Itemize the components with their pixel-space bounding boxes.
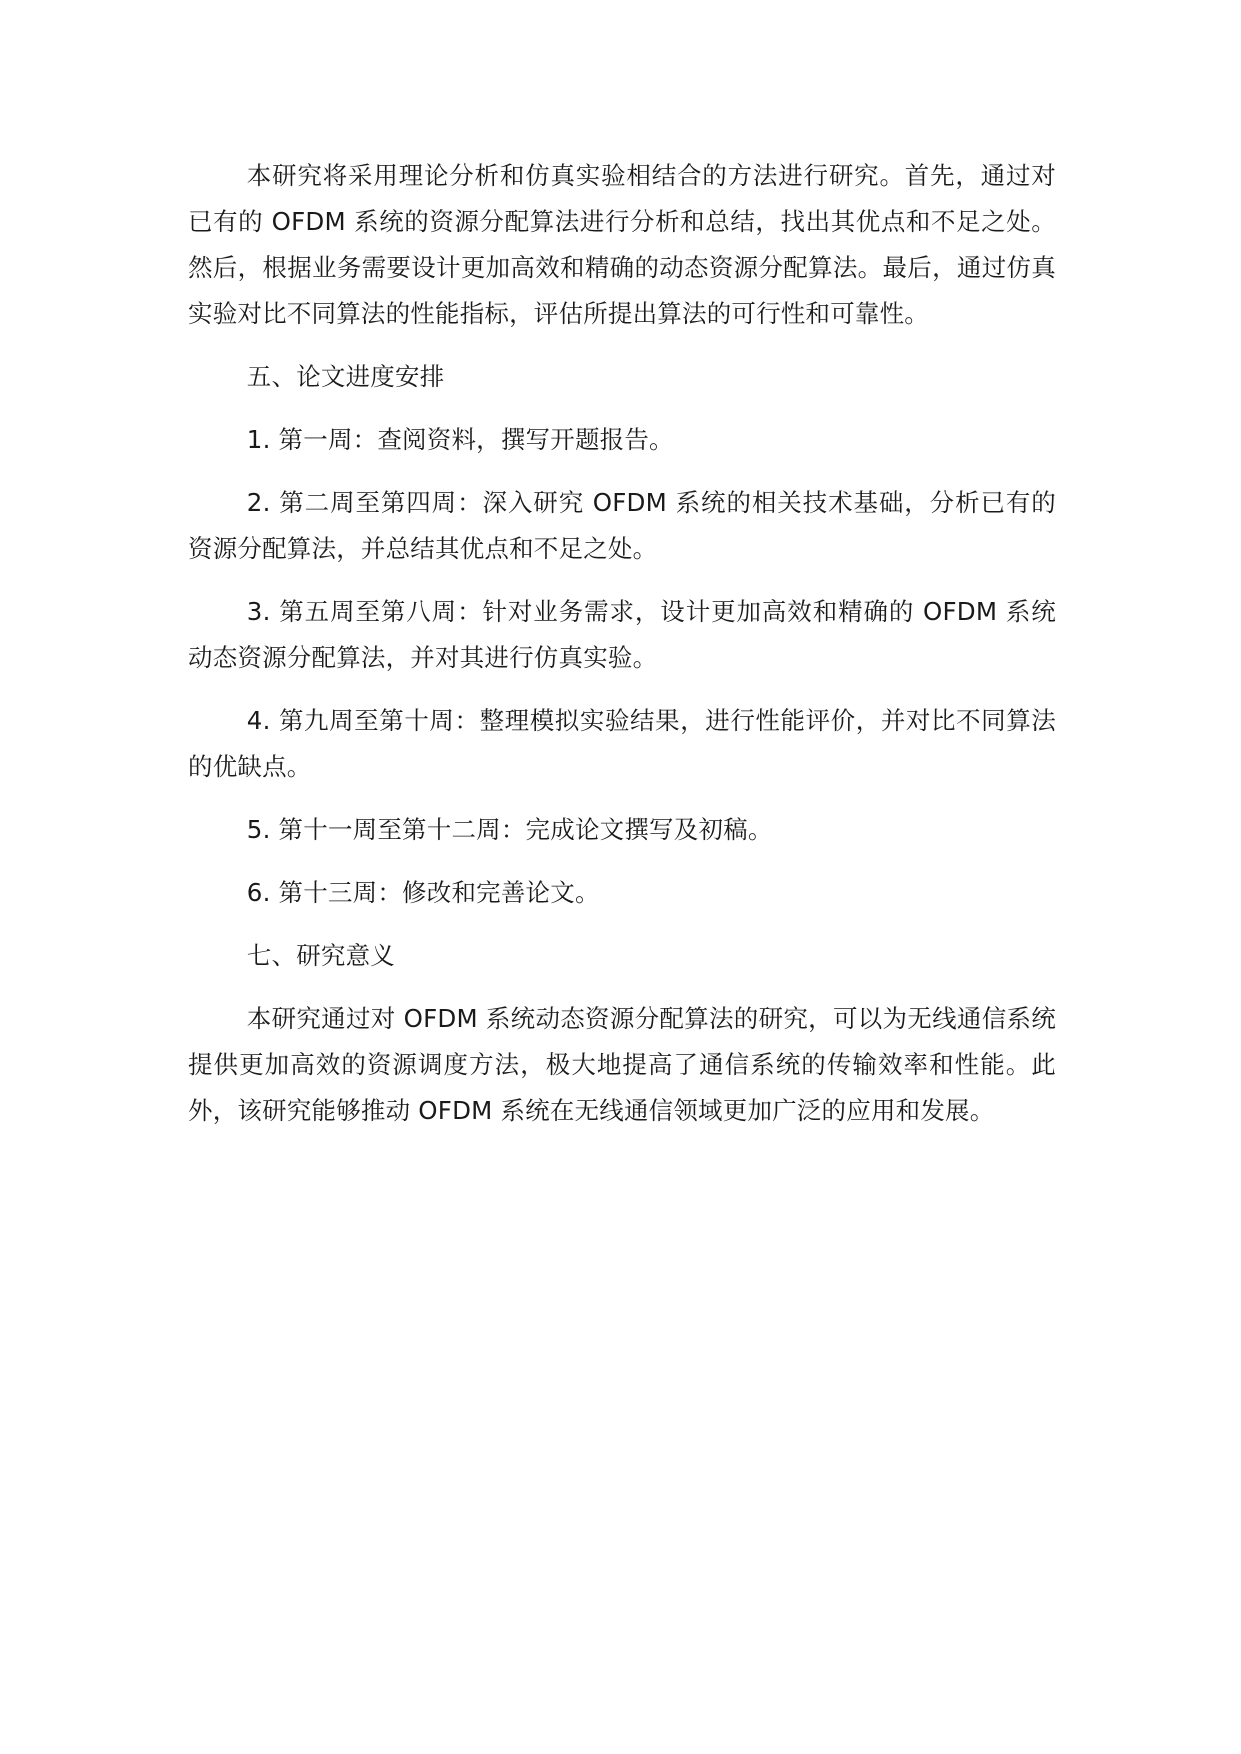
section-heading-significance: 七、研究意义 [246, 941, 395, 970]
paragraph-research-method: 本研究将采用理论分析和仿真实验相结合的方法进行研究。首先，通过对已有的 OFDM 系统的资源分配算法进行分析和总结，找出其优点和不足之处。然后，根据业务需要设计更加高效和精确的动态资源分配算法。最后，通过仿真实验对比不同算法的性能指标，评估所提出算法的可行性和可靠性。 [188, 161, 1056, 328]
paragraph-significance: 本研究通过对 OFDM 系统动态资源分配算法的研究，可以为无线通信系统提供更加高效的资源调度方法，极大地提高了通信系统的传输效率和性能。此外，该研究能够推动 OFDM 系统在无线通信领域更加广泛的应用和发展。 [188, 1004, 1056, 1125]
schedule-item-6: 6. 第十三周：修改和完善论文。 [246, 878, 600, 907]
schedule-item-5: 5. 第十一周至第十二周：完成论文撰写及初稿。 [246, 815, 773, 844]
document-body [188, 153, 1056, 1151]
section-heading-schedule: 五、论文进度安排 [246, 362, 445, 391]
schedule-item-3: 3. 第五周至第八周：针对业务需求，设计更加高效和精确的 OFDM 系统动态资源分配算法，并对其进行仿真实验。 [188, 597, 1056, 672]
schedule-item-2: 2. 第二周至第四周：深入研究 OFDM 系统的相关技术基础，分析已有的资源分配算法，并总结其优点和不足之处。 [188, 488, 1056, 563]
schedule-item-4: 4. 第九周至第十周：整理模拟实验结果，进行性能评价，并对比不同算法的优缺点。 [188, 706, 1056, 781]
schedule-item-1: 1. 第一周：查阅资料，撰写开题报告。 [246, 425, 674, 454]
